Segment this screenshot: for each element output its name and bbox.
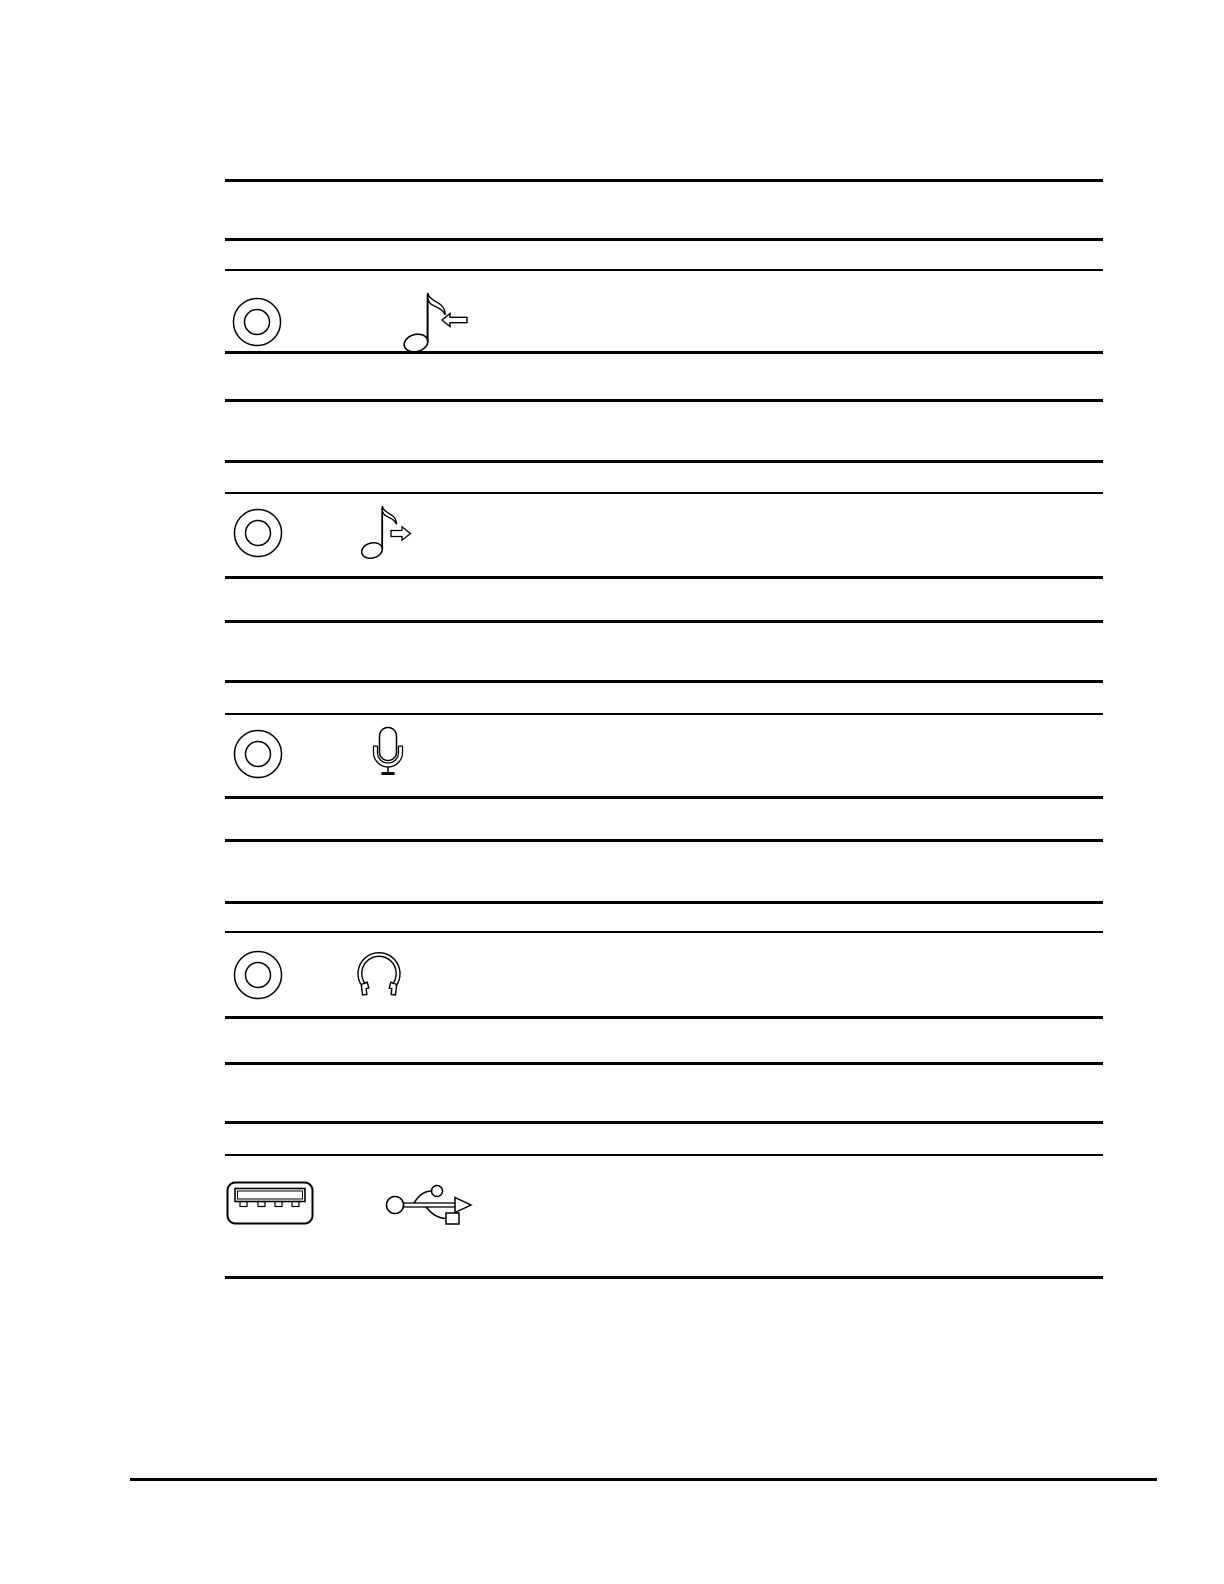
table-rule [225,576,1103,579]
music-note-arrow-right-icon [361,504,413,560]
usb-trident-icon [384,1184,474,1228]
table-rule [225,680,1103,683]
table-rule [225,1276,1103,1279]
table-rule [225,399,1103,402]
audio-jack-icon [233,508,283,558]
microphone-icon [370,726,406,782]
table-rule [225,931,1103,933]
table-rule [225,1121,1103,1124]
music-note-arrow-left-icon [403,291,471,353]
audio-jack-icon [232,297,282,347]
table-rule [225,901,1103,904]
table-rule [225,460,1103,463]
table-rule [225,796,1103,799]
table-rule [225,179,1103,182]
table-rule [225,351,1103,354]
footer-rule [130,1478,1157,1481]
table-rule [225,492,1103,494]
table-rule [225,1016,1103,1019]
table-rule [225,1062,1103,1065]
headphones-icon [355,946,403,1004]
table-rule [225,713,1103,715]
audio-jack-icon [233,950,283,1000]
usb-port-icon [226,1181,314,1225]
table-rule [225,1154,1103,1156]
table-rule [225,238,1103,241]
table-rule [225,839,1103,842]
audio-jack-icon [233,729,283,779]
table-rule [225,269,1103,271]
table-rule [225,620,1103,623]
